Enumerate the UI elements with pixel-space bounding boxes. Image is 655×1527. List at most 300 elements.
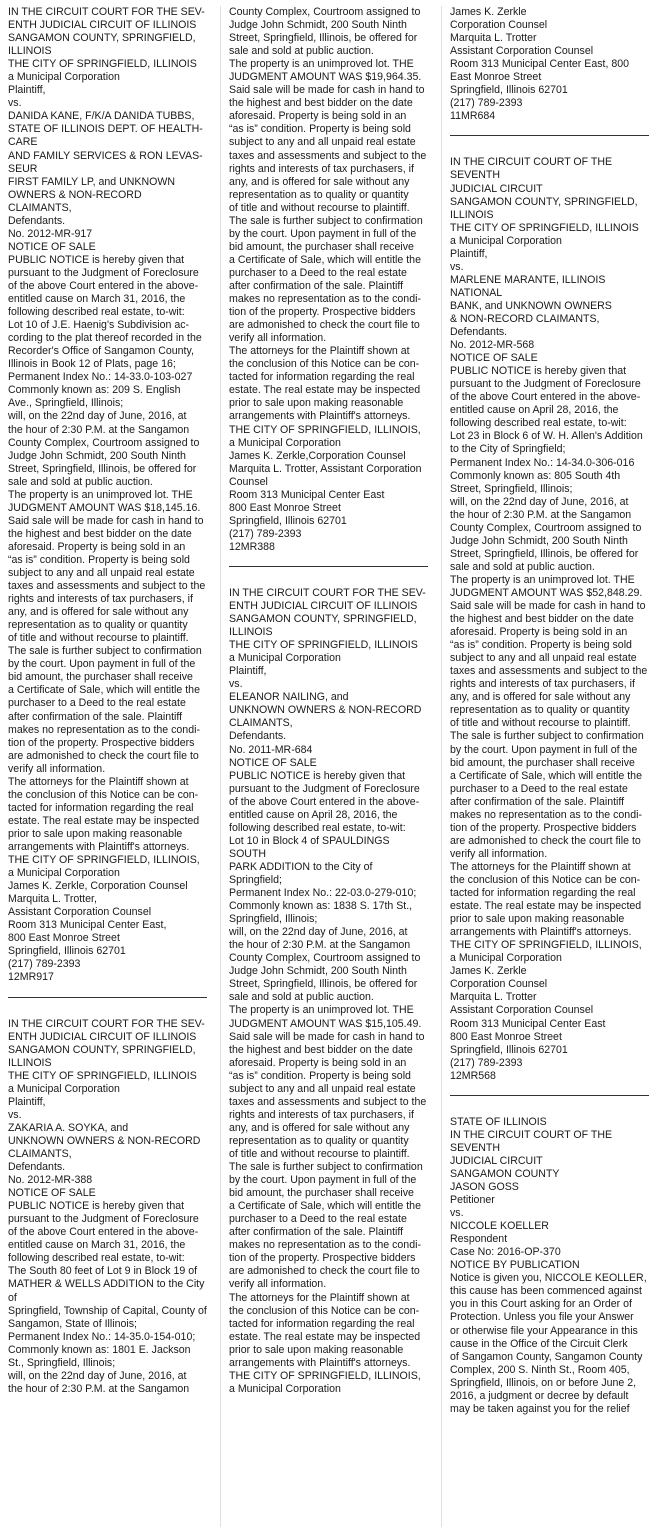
notice-line: Plaintiff, <box>450 247 488 260</box>
notice-line: PUBLIC NOTICE is hereby given that <box>8 1200 185 1213</box>
notice-line: by the court. Upon payment in full of the <box>229 227 417 240</box>
notice-line: vs. <box>8 1108 22 1121</box>
notice-line: a Certificate of Sale, which will entitle the <box>229 253 421 266</box>
notice-line: purchaser to a Deed to the real estate <box>450 782 628 795</box>
notice-line: IN THE CIRCUIT COURT FOR THE SEV- <box>8 6 205 18</box>
notice-line: of title and without recourse to plaintiff. <box>450 717 631 730</box>
notice-line: the hour of 2:30 P.M. at the Sangamon <box>229 939 411 952</box>
notice-line: prior to sale upon making reasonable <box>229 1343 404 1356</box>
notice-line: ILLINOIS <box>8 45 52 58</box>
notice-line: arrangements with Plaintiff's attorneys. <box>229 410 411 423</box>
notice-line: a Municipal Corporation <box>8 1082 120 1095</box>
notice-line: arrangements with Plaintiff's attorneys. <box>450 926 632 939</box>
notice-line: a Municipal Corporation <box>229 652 341 665</box>
notice-line: the conclusion of this Notice can be con- <box>8 788 199 801</box>
notice-line: vs. <box>450 260 464 273</box>
notice-line: you in this Court asking for an Order of <box>450 1298 632 1311</box>
notice-line: IN THE CIRCUIT COURT FOR THE SEV- <box>8 1017 205 1030</box>
notice-line: the hour of 2:30 P.M. at the Sangamon <box>8 423 190 436</box>
notice-line: aforesaid. Property is being sold in an <box>8 540 186 553</box>
notice-line: arrangements with Plaintiff's attorneys. <box>8 841 190 853</box>
notice-line: representation as to quality or quantity <box>8 619 188 632</box>
notice-line: PUBLIC NOTICE is hereby given that <box>450 365 627 378</box>
notice-line: cording to the plat thereof recorded in the <box>8 332 202 345</box>
notice-line: Judge John Schmidt, 200 South Ninth <box>229 965 407 978</box>
notice-line: will, on the 22nd day of June, 2016, at <box>8 1369 187 1382</box>
notice-line: verify all information. <box>229 1278 327 1291</box>
notice-line: are admonished to check the court file to <box>229 1265 420 1278</box>
notice-line: PARK ADDITION to the City of Springfield; <box>229 860 373 886</box>
notice-line: representation as to quality or quantity <box>229 188 409 201</box>
notice-line: Assistant Corporation Counsel <box>8 906 152 919</box>
notice-line: the hour of 2:30 P.M. at the Sangamon <box>450 508 632 521</box>
notice-line: Marquita L. Trotter <box>450 32 537 45</box>
notice-line: UNKNOWN OWNERS & NON-RECORD <box>229 704 422 717</box>
notice-line: Marquita L. Trotter, <box>8 893 97 906</box>
notice-line: aforesaid. Property is being sold in an <box>450 626 628 639</box>
notice-line: MARLENE MARANTE, ILLINOIS NATIONAL <box>450 273 606 299</box>
notice-line: Petitioner <box>450 1194 495 1207</box>
notice-divider <box>450 135 649 136</box>
notice-line: The property is an unimproved lot. THE <box>229 58 414 71</box>
notice-line: THE CITY OF SPRINGFIELD, ILLINOIS <box>8 58 197 71</box>
notice-line: taxes and assessments and subject to the <box>450 665 648 678</box>
notice-line: Sangamon, State of Illinois; <box>8 1317 137 1330</box>
notice-line: of the above Court entered in the above- <box>229 795 420 808</box>
notice-line: rights and interests of tax purchasers, if <box>229 1108 414 1121</box>
notice-line: Commonly known as: 1838 S. 17th St., <box>229 900 413 913</box>
notice-line: Said sale will be made for cash in hand to <box>229 84 425 97</box>
notice-line: IN THE CIRCUIT COURT OF THE SEVENTH <box>450 1128 613 1154</box>
notice-line: PUBLIC NOTICE is hereby given that <box>229 769 406 782</box>
notice-line: of title and without recourse to plaintiff. <box>229 1147 410 1160</box>
notice-line: SANGAMON COUNTY, SPRINGFIELD, <box>8 1043 196 1056</box>
notice-line: makes no representation as to the condi- <box>229 1239 421 1252</box>
notice-line: entitled cause on March 31, 2016, the <box>8 293 186 306</box>
notice-line: a Municipal Corporation <box>450 952 562 965</box>
notice-line: a Municipal Corporation <box>229 1382 341 1395</box>
notice-line: makes no representation as to the condi- <box>450 808 642 821</box>
notice-line: 800 East Monroe Street <box>450 1030 562 1043</box>
notice-line: NOTICE OF SALE <box>8 240 96 253</box>
notice-line: tacted for information regarding the real <box>229 1317 415 1330</box>
notice-line: Lot 10 in Block 4 of SPAULDINGS SOUTH <box>229 834 390 860</box>
notice-line: Lot 10 of J.E. Haenig's Subdivision ac- <box>8 319 190 332</box>
notice-line: 12MR388 <box>229 540 275 553</box>
notice-line: NOTICE BY PUBLICATION <box>450 1259 580 1272</box>
notice-line: SANGAMON COUNTY, SPRINGFIELD, <box>450 195 638 208</box>
notice-line: a Certificate of Sale, which will entitle the <box>450 769 642 782</box>
notice-line: James K. Zerkle <box>450 965 527 978</box>
notice-line: BANK, and UNKNOWN OWNERS <box>450 299 612 312</box>
notice-line: Street, Springfield, Illinois, be offered for <box>229 978 418 991</box>
notice-line: tion of the property. Prospective bidders <box>450 821 637 834</box>
notice-line: Springfield, Illinois 62701 <box>450 1043 568 1056</box>
notice-line: Permanent Index No.: 14-33.0-103-027 <box>8 371 193 384</box>
newspaper-column-2 <box>220 6 428 1527</box>
notice-line: tacted for information regarding the real <box>229 371 415 384</box>
notice-line: UNKNOWN OWNERS & NON-RECORD <box>8 1134 201 1147</box>
notice-line: Springfield, Illinois; <box>229 913 318 926</box>
notice-line: the highest and best bidder on the date <box>229 1043 413 1056</box>
notice-line: Said sale will be made for cash in hand to <box>229 1030 425 1043</box>
notice-line: Complex, 200 S. Ninth St., Room 405, <box>450 1363 630 1376</box>
notice-line: rights and interests of tax purchasers, if <box>450 678 635 691</box>
notice-line: Counsel <box>229 475 268 488</box>
notice-line: The sale is further subject to confirmation <box>229 1161 423 1174</box>
notice-line: a Certificate of Sale, which will entitle the <box>8 684 200 697</box>
notice-line: of the above Court entered in the above- <box>450 391 641 404</box>
notice-line: of title and without recourse to plaintiff. <box>8 632 189 645</box>
notice-line: after confirmation of the sale. Plaintiff <box>450 795 625 808</box>
notice-line: CLAIMANTS, <box>229 717 293 730</box>
notice-line: Springfield, Illinois 62701 <box>8 945 126 958</box>
notice-line: Springfield, Township of Capital, County of <box>8 1304 207 1317</box>
notice-line: will, on the 22nd day of June, 2016, at <box>450 495 629 508</box>
notice-line: “as is” condition. Property is being sold <box>229 123 411 136</box>
notice-line: JUDICIAL CIRCUIT <box>450 1154 543 1167</box>
notice-line: aforesaid. Property is being sold in an <box>229 110 407 123</box>
notice-line: verify all information. <box>8 762 106 775</box>
notice-line: by the court. Upon payment in full of the <box>8 658 196 671</box>
notice-line: ILLINOIS <box>229 626 273 639</box>
notice-line: THE CITY OF SPRINGFIELD, ILLINOIS, <box>229 423 421 436</box>
notice-line: “as is” condition. Property is being sold <box>229 1069 411 1082</box>
notice-line: entitled cause on April 28, 2016, the <box>450 404 619 417</box>
newspaper-column-1 <box>8 6 207 1527</box>
notice-line: purchaser to a Deed to the real estate <box>229 1213 407 1226</box>
notice-line: 2016, a judgment or decree by default <box>450 1389 629 1402</box>
notice-line: taxes and assessments and subject to the <box>229 149 427 162</box>
notice-line: Permanent Index No.: 22-03.0-279-010; <box>229 887 417 900</box>
notice-line: a Municipal Corporation <box>8 71 120 84</box>
notice-line: Commonly known as: 805 South 4th <box>450 469 621 482</box>
notice-line: STATE OF ILLINOIS DEPT. OF HEALTH- <box>8 123 203 136</box>
notice-line: prior to sale upon making reasonable <box>8 827 183 840</box>
notice-line: Permanent Index No.: 14-34.0-306-016 <box>450 456 635 469</box>
notice-line: prior to sale upon making reasonable <box>450 913 625 926</box>
notice-line: Recorder's Office of Sangamon County, <box>8 345 194 358</box>
notice-line: NOTICE OF SALE <box>450 352 538 365</box>
notice-line: Judge John Schmidt, 200 South Ninth <box>450 534 628 547</box>
notice-line: James K. Zerkle, Corporation Counsel <box>8 880 188 893</box>
notice-line: Assistant Corporation Counsel <box>450 45 594 58</box>
notice-line: Judge John Schmidt, 200 South Ninth <box>8 449 186 462</box>
notice-line: Corporation Counsel <box>450 978 548 991</box>
notice-line: ENTH JUDICIAL CIRCUIT OF ILLINOIS <box>229 600 418 613</box>
notice-line: THE CITY OF SPRINGFIELD, ILLINOIS <box>450 221 639 234</box>
notice-line: are admonished to check the court file to <box>229 319 420 332</box>
notice-line: PUBLIC NOTICE is hereby given that <box>8 253 185 266</box>
notice-line: The attorneys for the Plaintiff shown at <box>8 775 189 788</box>
notice-line: Permanent Index No.: 14-35.0-154-010; <box>8 1330 196 1343</box>
notice-line: JUDGMENT AMOUNT WAS $15,105.49. <box>229 1017 422 1030</box>
notice-line: The sale is further subject to confirmation <box>229 214 423 227</box>
notice-line: purchaser to a Deed to the real estate <box>229 266 407 279</box>
notice-line: Illinois in Book 12 of Plats, page 16; <box>8 358 176 371</box>
notice-line: entitled cause on April 28, 2016, the <box>229 808 398 821</box>
notice-line: Springfield, Illinois 62701 <box>229 514 347 527</box>
notice-line: The sale is further subject to confirmation <box>450 730 644 743</box>
legal-notice <box>229 587 428 1396</box>
notice-line: a Municipal Corporation <box>8 867 120 880</box>
notice-line: Corporation Counsel <box>450 19 548 32</box>
notice-line: a Certificate of Sale, which will entitle the <box>229 1200 421 1213</box>
notice-line: STATE OF ILLINOIS <box>450 1115 547 1128</box>
notice-line: or otherwise file your Appearance in this <box>450 1324 638 1337</box>
notice-line: sale and sold at public auction. <box>229 45 374 58</box>
notice-line: estate. The real estate may be inspected <box>8 814 200 827</box>
notice-line: taxes and assessments and subject to the <box>8 580 206 593</box>
notice-line: the conclusion of this Notice can be con- <box>229 1304 420 1317</box>
notice-line: MATHER & WELLS ADDITION to the City of <box>8 1278 205 1304</box>
notice-line: pursuant to the Judgment of Foreclosure <box>8 1213 199 1226</box>
notice-line: JUDGMENT AMOUNT WAS $52,848.29. <box>450 586 643 599</box>
notice-line: The property is an unimproved lot. THE <box>229 1004 414 1017</box>
notice-line: vs. <box>450 1207 464 1220</box>
notice-line: County Complex, Courtroom assigned to <box>450 521 642 534</box>
notice-line: sale and sold at public auction. <box>229 991 374 1004</box>
notice-line: estate. The real estate may be inspected <box>450 900 642 913</box>
notice-line: IN THE CIRCUIT COURT OF THE SEVENTH <box>450 156 613 182</box>
notice-line: any, and is offered for sale without any <box>450 691 631 704</box>
notice-line: tacted for information regarding the real <box>450 887 636 900</box>
notice-line: following described real estate, to-wit: <box>450 417 627 430</box>
notice-line: Assistant Corporation Counsel <box>450 1004 594 1017</box>
legal-notice <box>450 156 649 1082</box>
notice-line: tion of the property. Prospective bidders <box>229 1252 416 1265</box>
legal-notice <box>450 1116 649 1416</box>
notice-line: SANGAMON COUNTY, SPRINGFIELD, <box>8 32 196 45</box>
notice-line: SANGAMON COUNTY <box>450 1167 560 1180</box>
notice-line: Judge John Schmidt, 200 South Ninth <box>229 19 407 32</box>
notice-line: the conclusion of this Notice can be con- <box>229 358 420 371</box>
notice-line: (217) 789-2393 <box>229 527 302 540</box>
notice-line: 800 East Monroe Street <box>229 501 341 514</box>
notice-line: NICCOLE KOELLER <box>450 1220 549 1233</box>
notice-line: any, and is offered for sale without any <box>229 175 410 188</box>
notice-line: estate. The real estate may be inspected <box>229 1330 421 1343</box>
notice-line: CLAIMANTS, <box>8 1147 72 1160</box>
notice-line: Room 313 Municipal Center East <box>450 1017 606 1030</box>
notice-line: after confirmation of the sale. Plaintiff <box>229 279 404 292</box>
notice-line: verify all information. <box>229 332 327 345</box>
notice-line: bid amount, the purchaser shall receive <box>450 756 635 769</box>
notice-line: the highest and best bidder on the date <box>450 613 634 626</box>
notice-divider <box>8 997 207 998</box>
notice-line: subject to any and all unpaid real estate <box>450 652 637 665</box>
notice-line: Ave., Springfield, Illinois; <box>8 397 124 410</box>
notice-line: vs. <box>229 678 243 691</box>
notice-line: prior to sale upon making reasonable <box>229 397 404 410</box>
notice-line: verify all information. <box>450 847 548 860</box>
notice-line: a Municipal Corporation <box>229 436 341 449</box>
notice-line: cause in the Office of the Circuit Clerk <box>450 1337 628 1350</box>
notice-line: Springfield, Illinois, on or before June 2, <box>450 1376 637 1389</box>
notice-line: (217) 789-2393 <box>450 1056 523 1069</box>
legal-notice <box>8 6 207 985</box>
notice-line: JASON GOSS <box>450 1180 519 1193</box>
notice-line: ILLINOIS <box>8 1056 52 1069</box>
notice-line: The sale is further subject to confirmation <box>8 645 202 658</box>
notice-line: representation as to quality or quantity <box>229 1134 409 1147</box>
notice-line: any, and is offered for sale without any <box>229 1121 410 1134</box>
notice-line: County Complex, Courtroom assigned to <box>229 952 421 965</box>
notice-line: will, on the 22nd day of June, 2016, at <box>8 410 187 423</box>
notice-line: The property is an unimproved lot. THE <box>8 488 193 501</box>
notice-line: Room 313 Municipal Center East, 800 <box>450 58 630 71</box>
notice-line: purchaser to a Deed to the real estate <box>8 697 186 710</box>
notice-line: JUDGMENT AMOUNT WAS $18,145.16. <box>8 501 201 514</box>
notice-line: Marquita L. Trotter, Assistant Corporation <box>229 462 422 475</box>
notice-line: (217) 789-2393 <box>450 97 523 110</box>
notice-line: No. 2012-MR-388 <box>8 1174 93 1187</box>
notice-line: pursuant to the Judgment of Foreclosure <box>229 782 420 795</box>
notice-line: 12MR917 <box>8 971 54 984</box>
notice-line: 800 East Monroe Street <box>8 932 120 945</box>
notice-line: ELEANOR NAILING, and <box>229 691 349 704</box>
notice-line: 11MR684 <box>450 110 496 123</box>
notice-line: may be taken against you for the relief <box>450 1402 630 1415</box>
notice-line: arrangements with Plaintiff's attorneys. <box>229 1356 411 1369</box>
notice-line: DANIDA KANE, F/K/A DANIDA TUBBS, <box>8 110 195 123</box>
notice-line: of the above Court entered in the above- <box>8 1226 199 1239</box>
notice-line: tion of the property. Prospective bidders <box>229 306 416 319</box>
notice-line: JUDGMENT AMOUNT WAS $19,964.35. <box>229 71 422 84</box>
notice-line: County Complex, Courtroom assigned to <box>229 6 421 18</box>
notice-line: are admonished to check the court file to <box>450 834 641 847</box>
notice-line: “as is” condition. Property is being sold <box>450 639 632 652</box>
notice-line: OWNERS & NON-RECORD CLAIMANTS, <box>8 188 142 214</box>
notice-line: The property is an unimproved lot. THE <box>450 573 635 586</box>
notice-line: are admonished to check the court file to <box>8 749 199 762</box>
notice-line: (217) 789-2393 <box>8 958 81 971</box>
notice-line: Said sale will be made for cash in hand to <box>8 514 204 527</box>
notice-line: the highest and best bidder on the date <box>8 527 192 540</box>
notice-line: rights and interests of tax purchasers, if <box>229 162 414 175</box>
legal-notice <box>229 6 428 554</box>
notice-divider <box>450 1095 649 1096</box>
notice-line: Street, Springfield, Illinois, be offered for <box>450 547 639 560</box>
notice-line: “as is” condition. Property is being sold <box>8 553 190 566</box>
notice-line: East Monroe Street <box>450 71 542 84</box>
notice-line: sale and sold at public auction. <box>450 560 595 573</box>
notice-line: Protection. Unless you file your Answer <box>450 1311 634 1324</box>
notice-line: Commonly known as: 1801 E. Jackson <box>8 1343 191 1356</box>
notice-line: estate. The real estate may be inspected <box>229 384 421 397</box>
notice-line: Defendants. <box>450 326 508 339</box>
notice-line: by the court. Upon payment in full of the <box>450 743 638 756</box>
notice-line: The attorneys for the Plaintiff shown at <box>450 860 631 873</box>
notice-line: The attorneys for the Plaintiff shown at <box>229 345 410 358</box>
notice-line: Marquita L. Trotter <box>450 991 537 1004</box>
notice-line: Street, Springfield, Illinois; <box>450 482 573 495</box>
notice-line: of Sangamon County, Sangamon County <box>450 1350 643 1363</box>
notice-line: Plaintiff, <box>229 665 267 678</box>
notice-line: CARE <box>8 136 38 149</box>
notice-line: ENTH JUDICIAL CIRCUIT OF ILLINOIS <box>8 19 197 32</box>
notice-line: Street, Springfield, Illinois, be offered for <box>8 462 197 475</box>
notice-line: The South 80 feet of Lot 9 in Block 19 of <box>8 1265 198 1278</box>
notice-line: James K. Zerkle,Corporation Counsel <box>229 449 406 462</box>
notice-line: Respondent <box>450 1233 508 1246</box>
notice-line: following described real estate, to-wit: <box>8 1252 185 1265</box>
notice-line: this cause has been commenced against <box>450 1285 642 1298</box>
notice-line: tacted for information regarding the real <box>8 801 194 814</box>
notice-line: pursuant to the Judgment of Foreclosure <box>8 266 199 279</box>
notice-line: Plaintiff, <box>8 1095 46 1108</box>
notice-line: 12MR568 <box>450 1069 496 1082</box>
notice-line: Said sale will be made for cash in hand to <box>450 600 646 613</box>
notice-line: bid amount, the purchaser shall receive <box>229 240 414 253</box>
notice-line: No. 2012-MR-917 <box>8 227 93 240</box>
notice-line: SEUR <box>8 162 38 175</box>
notice-line: ZAKARIA A. SOYKA, and <box>8 1121 129 1134</box>
notice-line: tion of the property. Prospective bidders <box>8 736 195 749</box>
notice-line: NOTICE OF SALE <box>229 756 317 769</box>
notice-line: THE CITY OF SPRINGFIELD, ILLINOIS, <box>229 1369 421 1382</box>
notice-line: THE CITY OF SPRINGFIELD, ILLINOIS, <box>450 939 642 952</box>
notice-line: THE CITY OF SPRINGFIELD, ILLINOIS, <box>8 854 200 867</box>
notice-line: Springfield, Illinois 62701 <box>450 84 568 97</box>
notice-line: THE CITY OF SPRINGFIELD, ILLINOIS <box>8 1069 197 1082</box>
notice-line: subject to any and all unpaid real estate <box>8 567 195 580</box>
notice-line: NOTICE OF SALE <box>8 1187 96 1200</box>
notice-line: Room 313 Municipal Center East, <box>8 919 167 932</box>
notice-line: a Municipal Corporation <box>450 234 562 247</box>
notice-line: makes no representation as to the condi- <box>8 723 200 736</box>
notice-line: THE CITY OF SPRINGFIELD, ILLINOIS <box>229 639 418 652</box>
notice-line: Defendants. <box>8 1161 66 1174</box>
notice-line: James K. Zerkle <box>450 6 527 18</box>
notice-line: representation as to quality or quantity <box>450 704 630 717</box>
notice-line: The attorneys for the Plaintiff shown at <box>229 1291 410 1304</box>
notice-line: Defendants. <box>229 730 287 743</box>
notice-line: JUDICIAL CIRCUIT <box>450 182 543 195</box>
notice-line: makes no representation as to the condi- <box>229 293 421 306</box>
notice-line: Plaintiff, <box>8 84 46 97</box>
notice-line: the highest and best bidder on the date <box>229 97 413 110</box>
notice-line: any, and is offered for sale without any <box>8 606 189 619</box>
notice-line: after confirmation of the sale. Plaintiff <box>229 1226 404 1239</box>
notice-line: Commonly known as: 209 S. English <box>8 384 181 397</box>
notice-line: & NON-RECORD CLAIMANTS, <box>450 312 600 325</box>
notice-line: aforesaid. Property is being sold in an <box>229 1056 407 1069</box>
notice-line: County Complex, Courtroom assigned to <box>8 436 200 449</box>
notice-line: St., Springfield, Illinois; <box>8 1356 116 1369</box>
notice-line: following described real estate, to-wit: <box>8 306 185 319</box>
notice-line: Case No: 2016-OP-370 <box>450 1246 561 1259</box>
notice-line: entitled cause on March 31, 2016, the <box>8 1239 186 1252</box>
notice-line: by the court. Upon payment in full of the <box>229 1174 417 1187</box>
notice-line: Defendants. <box>8 214 66 227</box>
notice-line: ENTH JUDICIAL CIRCUIT OF ILLINOIS <box>8 1030 197 1043</box>
notice-line: subject to any and all unpaid real estate <box>229 136 416 149</box>
notice-line: sale and sold at public auction. <box>8 475 153 488</box>
notice-line: vs. <box>8 97 22 110</box>
notice-line: following described real estate, to-wit: <box>229 821 406 834</box>
notice-line: subject to any and all unpaid real estate <box>229 1082 416 1095</box>
notice-line: of title and without recourse to plaintiff. <box>229 201 410 214</box>
notice-line: SANGAMON COUNTY, SPRINGFIELD, <box>229 613 417 626</box>
notice-line: Street, Springfield, Illinois, be offered for <box>229 32 418 45</box>
legal-notice <box>450 6 649 123</box>
newspaper-column-3 <box>441 6 649 1527</box>
notice-line: the conclusion of this Notice can be con- <box>450 874 641 886</box>
notice-line: bid amount, the purchaser shall receive <box>229 1187 414 1200</box>
notice-line: of the above Court entered in the above- <box>8 279 199 292</box>
notice-line: No. 2012-MR-568 <box>450 339 535 352</box>
